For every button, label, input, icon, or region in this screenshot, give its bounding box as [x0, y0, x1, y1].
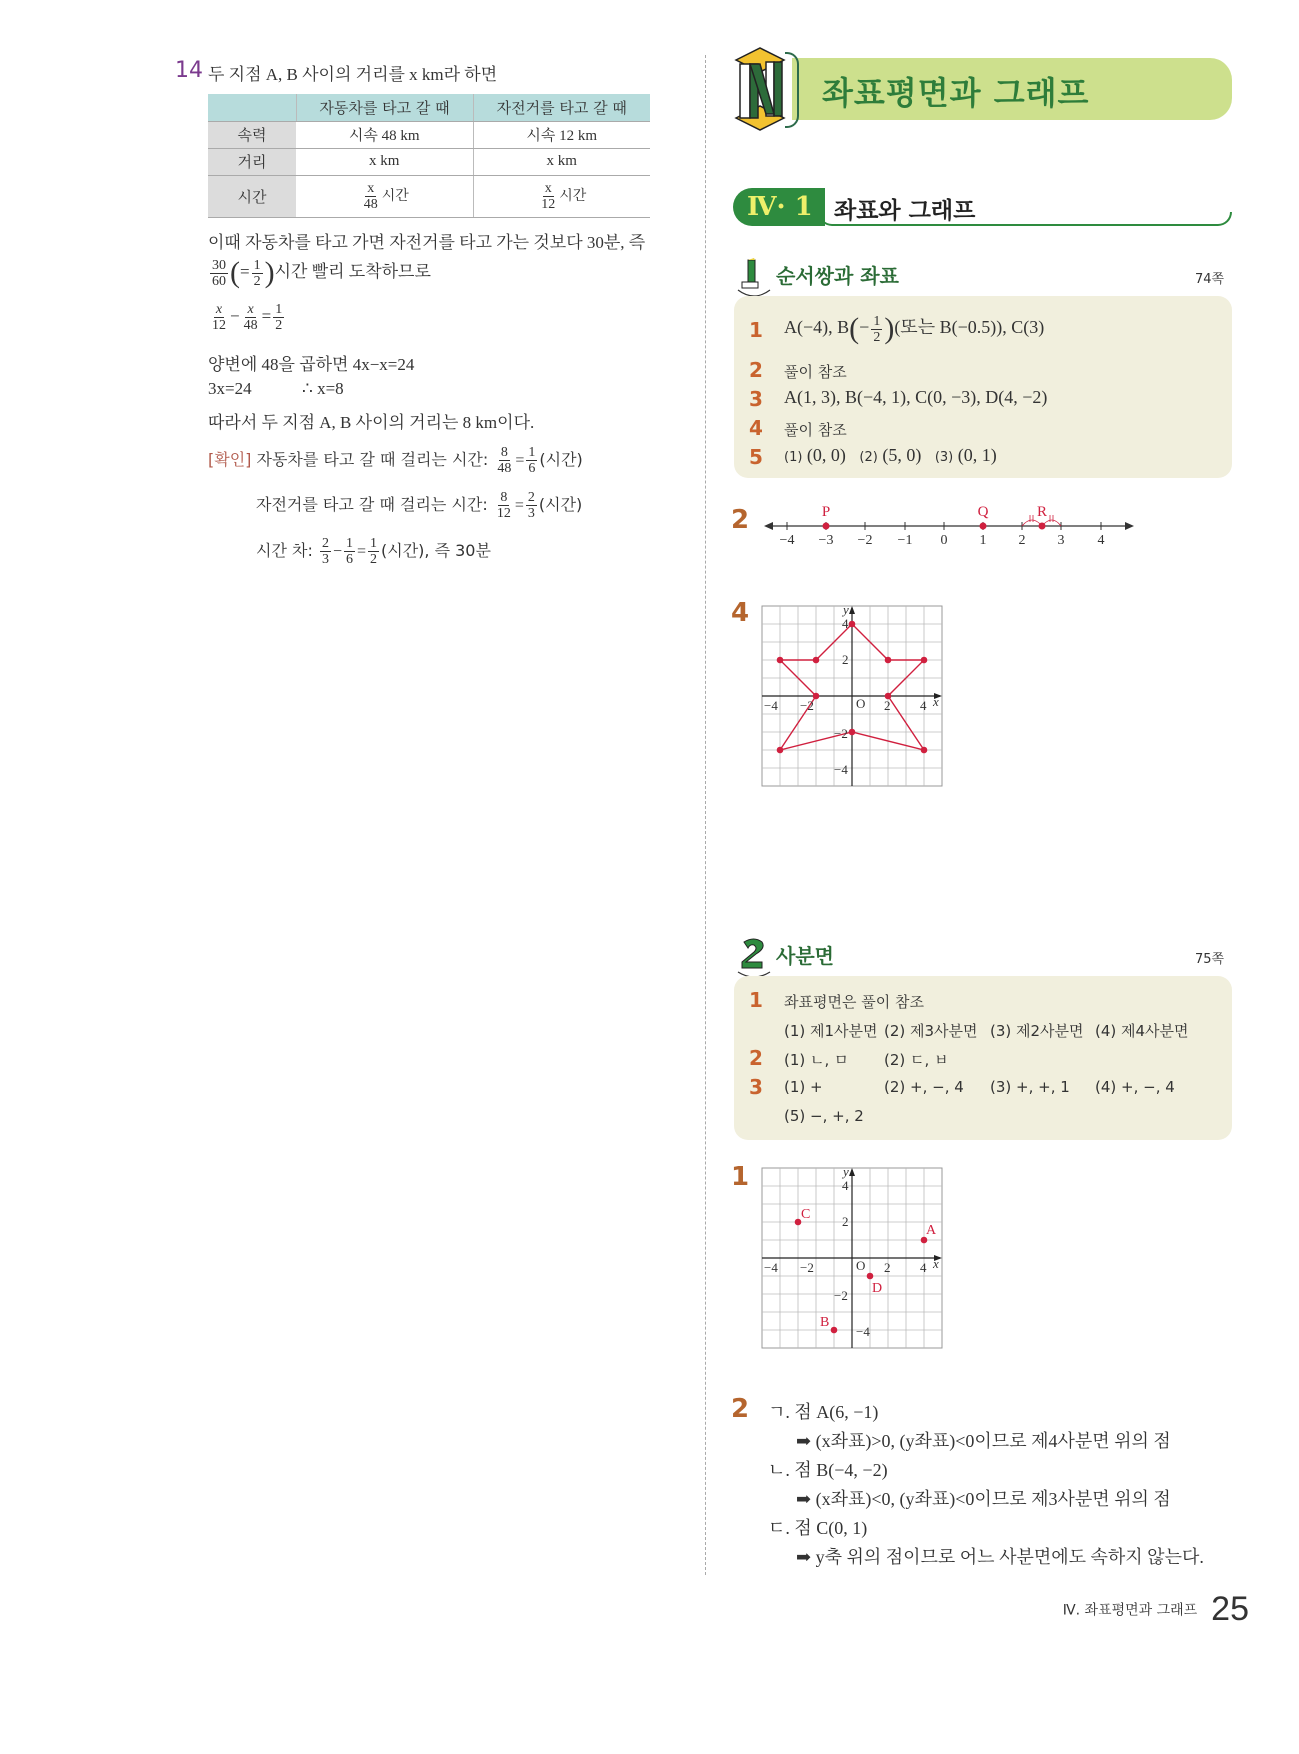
solution-line: ➡ y축 위의 점이므로 어느 사분면에도 속하지 않는다.: [796, 1547, 1204, 1567]
speed-table: [208, 94, 650, 218]
answer-subitem: (1) +: [784, 1078, 823, 1096]
answer-number: 3: [749, 387, 763, 411]
cell: $\frac{x}{12}$ 시간: [473, 175, 650, 217]
figure-number: 4: [731, 598, 750, 628]
section-badge: Ⅳ· 1: [733, 188, 825, 226]
svg-text:B: B: [820, 1315, 830, 1330]
table-row: [208, 148, 650, 175]
answer-number: 2: [749, 358, 763, 382]
page-reference: 75쪽: [1195, 952, 1225, 967]
number-line-figure: [760, 500, 1140, 550]
row-label: 거리: [208, 148, 296, 175]
svg-text:−4: −4: [856, 1324, 870, 1339]
star-coordinate-graph: [760, 604, 944, 788]
answer-subitem: (3) +, +, 1: [990, 1078, 1070, 1096]
answer-text: 풀이 참조: [784, 421, 847, 439]
svg-text:R: R: [1036, 504, 1048, 520]
answer-text: 풀이 참조: [784, 363, 847, 381]
answer-subitem: (1) 제1사분면: [784, 1022, 878, 1040]
answer-subitem: (5) −, +, 2: [784, 1107, 864, 1125]
svg-text:−4: −4: [834, 762, 848, 777]
answer-number: 4: [749, 416, 763, 440]
row-label: 시간: [208, 175, 296, 217]
subsection-title: 사분면: [776, 944, 834, 968]
section-1-icon: [734, 256, 774, 300]
svg-text:A: A: [926, 1223, 937, 1238]
table-header-car: 자동차를 타고 갈 때: [296, 94, 473, 121]
figure-number: 1: [731, 1162, 750, 1192]
cell: x km: [296, 148, 473, 175]
equation-result: ∴ x=8: [302, 379, 344, 398]
check-diff: 시간 차: $\frac{2}{3}$ − $\frac{1}{6}$ = $\frac{1}{2}$ (시간), 즉 30분: [256, 536, 491, 567]
svg-text:2: 2: [884, 1260, 891, 1275]
svg-text:−2: −2: [800, 1260, 814, 1275]
svg-text:C: C: [801, 1207, 811, 1222]
page-number: 25: [1211, 1590, 1249, 1628]
answer-text: (1) (0, 0) (2) (5, 0) (3) (0, 1): [784, 445, 997, 465]
svg-text:O: O: [856, 696, 866, 711]
chapter-title: 좌표평면과 그래프: [822, 74, 1090, 112]
cell: $\frac{x}{48}$ 시간: [296, 175, 473, 217]
banner-bracket: [785, 52, 799, 128]
answer-subitem: (1) ㄴ, ㅁ: [784, 1051, 849, 1069]
answer-number: 5: [749, 445, 763, 469]
svg-text:2: 2: [842, 652, 849, 667]
svg-text:D: D: [872, 1281, 883, 1296]
cell: x km: [473, 148, 650, 175]
svg-text:4: 4: [920, 698, 927, 713]
answer-text: 좌표평면은 풀이 참조: [784, 993, 924, 1011]
equation: 3x=24: [208, 379, 252, 398]
row-label: 속력: [208, 121, 296, 148]
svg-text:−2: −2: [857, 533, 873, 548]
svg-text:x: x: [933, 694, 939, 709]
svg-text:P: P: [821, 504, 831, 520]
solution-line: 이때 자동차를 타고 가면 자전거를 타고 가는 것보다 30분, 즉: [208, 233, 646, 252]
answer-subitem: (2) ㄷ, ㅂ: [884, 1051, 949, 1069]
check-tag: [확인]: [208, 450, 252, 469]
section-title: 좌표와 그래프: [834, 198, 976, 224]
answer-text: A(−4), B(− $\frac{1}{2}$ )(또는 B(−0.5)), C(3): [784, 312, 1045, 345]
svg-text:y: y: [843, 604, 849, 617]
solution-line: ㄴ. 점 B(−4, −2): [768, 1460, 888, 1480]
answer-text: A(1, 3), B(−4, 1), C(0, −3), D(4, −2): [784, 387, 1048, 407]
subsection-title: 순서쌍과 좌표: [776, 264, 899, 288]
answer-number: 1: [749, 988, 763, 1012]
svg-text:−2: −2: [800, 698, 814, 713]
svg-text:−4: −4: [779, 533, 795, 548]
svg-text:−4: −4: [764, 698, 778, 713]
answer-number: 1: [749, 318, 763, 342]
svg-text:4: 4: [920, 1260, 927, 1275]
solution-line: ㄱ. 점 A(6, −1): [768, 1402, 879, 1422]
svg-text:−2: −2: [834, 726, 848, 741]
equation: $\frac{x}{12}$ − $\frac{x}{48}$ = $\frac{1}{2}$: [212, 302, 283, 333]
svg-text:−3: −3: [818, 533, 834, 548]
svg-text:2: 2: [884, 698, 891, 713]
svg-text:−1: −1: [897, 533, 913, 548]
figure-number: 2: [731, 1394, 750, 1424]
column-divider: [705, 55, 706, 1575]
solution-line: ➡ (x좌표)<0, (y좌표)<0이므로 제3사분면 위의 점: [796, 1489, 1171, 1509]
quadrant-points-graph: [760, 1166, 944, 1350]
svg-text:4: 4: [1097, 533, 1105, 548]
solution-line: ➡ (x좌표)>0, (y좌표)<0이므로 제4사분면 위의 점: [796, 1431, 1171, 1451]
answer-number: 3: [749, 1075, 763, 1099]
section-2-icon: [734, 936, 774, 980]
svg-text:O: O: [856, 1258, 866, 1273]
svg-text:Q: Q: [977, 504, 989, 520]
figure-number: 2: [731, 505, 750, 535]
solution-line: ㄷ. 점 C(0, 1): [768, 1518, 868, 1538]
conclusion: 따라서 두 지점 A, B 사이의 거리는 8 km이다.: [208, 413, 535, 432]
page-footer: [1063, 1590, 1249, 1629]
svg-text:4: 4: [842, 616, 849, 631]
answer-subitem: (4) +, −, 4: [1095, 1078, 1175, 1096]
check-car: [확인] 자동차를 타고 갈 때 걸리는 시간: $\frac{8}{48}$ = $\frac{1}{6}$ (시간): [208, 445, 583, 476]
problem-intro: 두 지점 A, B 사이의 거리를 x km라 하면: [208, 65, 498, 84]
table-header-bike: 자전거를 타고 갈 때: [473, 94, 650, 121]
svg-text:3: 3: [1057, 533, 1065, 548]
solution-line: 양변에 48을 곱하면 4x−x=24: [208, 355, 415, 374]
svg-text:0: 0: [940, 533, 948, 548]
problem-number: 14: [175, 58, 203, 83]
svg-text:4: 4: [842, 1178, 849, 1193]
svg-text:1: 1: [979, 533, 987, 548]
svg-text:−2: −2: [834, 1288, 848, 1303]
footer-chapter: Ⅳ. 좌표평면과 그래프: [1062, 1602, 1198, 1619]
cell: 시속 48 km: [296, 121, 473, 148]
cell: 시속 12 km: [473, 121, 650, 148]
svg-text:2: 2: [1018, 533, 1026, 548]
table-header-empty: [208, 94, 296, 121]
svg-text:y: y: [843, 1166, 849, 1179]
table-row: [208, 175, 650, 217]
chapter-iv-logo-icon: [730, 46, 788, 132]
svg-text:−4: −4: [764, 1260, 778, 1275]
answer-subitem: (4) 제4사분면: [1095, 1022, 1189, 1040]
answer-subitem: (2) +, −, 4: [884, 1078, 964, 1096]
solution-line: $\frac{30}{60}$ (= $\frac{1}{2}$ )시간 빨리 도착하므로: [212, 256, 431, 289]
answer-subitem: (2) 제3사분면: [884, 1022, 978, 1040]
check-bike: 자전거를 타고 갈 때 걸리는 시간: $\frac{8}{12}$ = $\frac{2}{3}$ (시간): [256, 490, 583, 521]
table-row: [208, 121, 650, 148]
svg-text:x: x: [933, 1256, 939, 1271]
page-reference: 74쪽: [1195, 272, 1225, 287]
answer-number: 2: [749, 1046, 763, 1070]
svg-text:2: 2: [842, 1214, 849, 1229]
answer-subitem: (3) 제2사분면: [990, 1022, 1084, 1040]
